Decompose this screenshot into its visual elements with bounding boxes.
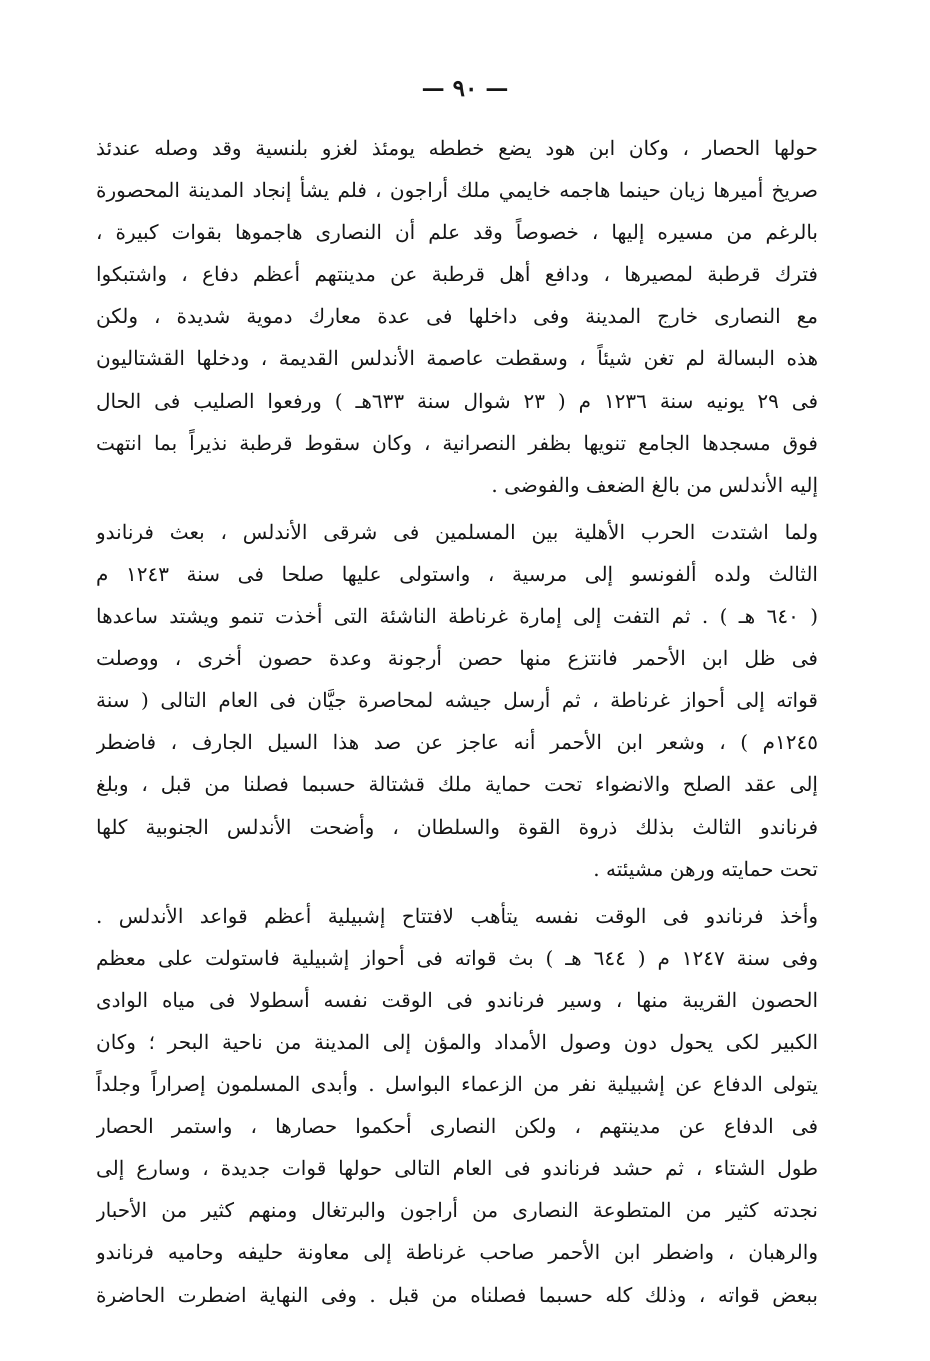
paragraph-1 bbox=[96, 127, 818, 506]
text-line: إليه الأندلس من بالغ الضعف والفوضى . bbox=[491, 472, 818, 497]
text-line: ( ٦٤٠ هـ ) . ثم التفت إلى إمارة غرناطة الناشئة التى أخذت تنمو ويشتد ساعدها bbox=[96, 604, 818, 629]
text-line: حولها الحصار ، وكان ابن هود يضع خططه يومئذ لغزو بلنسية وقد وصله عندئذ bbox=[96, 136, 818, 160]
text-line: ١٢٤٥م ) ، وشعر ابن الأحمر أنه عاجز عن صد هذا السيل الجارف ، فاضطر bbox=[96, 730, 818, 755]
text-line: فترك قرطبة لمصيرها ، ودافع أهل قرطبة عن مدينتهم أعظم دفاع ، واشتبكوا bbox=[96, 262, 818, 287]
text-line: الثالث ولده ألفونسو إلى مرسية ، واستولى عليها صلحا فى سنة ١٢٤٣ م bbox=[96, 561, 818, 586]
text-line: قواته إلى أحواز غرناطة ، ثم أرسل جيشه لمحاصرة جيَّان فى العام التالى ( سنة bbox=[96, 688, 818, 713]
text-line: نجدته كثير من المتطوعة النصارى من أراجون والبرتغال ومنهم كثير من الأحبار bbox=[96, 1198, 818, 1223]
text-line: الكبير لكى يحول دون وصول الأمداد والمؤن إلى المدينة من ناحية البحر ؛ وكان bbox=[96, 1029, 818, 1054]
page-number: — ٩٠ — bbox=[421, 75, 509, 102]
text-line: فرناندو الثالث بذلك ذروة القوة والسلطان ، وأضحت الأندلس الجنوبية كلها bbox=[96, 814, 818, 839]
text-line: يتولى الدفاع عن إشبيلية نفر من الزعماء البواسل . وأبدى المسلمون إصراراً وجلداً bbox=[96, 1072, 818, 1097]
text-line: والرهبان ، واضطر ابن الأحمر صاحب غرناطة إلى معاونة حليفه وحاميه فرناندو bbox=[96, 1240, 818, 1265]
text-line: الحصون القريبة منها ، وسير فرناندو فى الوقت نفسه أسطولا فى مياه الوادى bbox=[96, 987, 818, 1012]
text-line: مع النصارى خارج المدينة وفى داخلها فى عدة معارك دموية شديدة ، ولكن bbox=[96, 304, 818, 329]
text-line: إلى عقد الصلح والانضواء تحت حماية ملك قشتالة حسبما فصلنا من قبل ، وبلغ bbox=[96, 772, 818, 797]
text-line: فوق مسجدها الجامع تنويها بظفر النصرانية ، وكان سقوط قرطبة نذيراً بما انتهت bbox=[96, 430, 818, 455]
text-line: ببعض قواته ، وذلك كله حسبما فصلناه من قبل . وفى النهاية اضطرت الحاضرة bbox=[96, 1282, 818, 1307]
text-line: ولما اشتدت الحرب الأهلية بين المسلمين فى شرقى الأندلس ، بعث فرناندو bbox=[96, 519, 818, 544]
text-line: فى الدفاع عن مدينتهم ، ولكن النصارى أحكموا حصارها ، واستمر الحصار bbox=[96, 1114, 818, 1139]
text-line: بالرغم من مسيره إليها ، خصوصاً وقد علم أن النصارى هاجموها بقوات كبيرة ، bbox=[96, 220, 818, 245]
paragraph-3 bbox=[96, 895, 818, 1316]
text-line: تحت حمايته ورهن مشيئته . bbox=[593, 856, 818, 881]
text-line: صريخ أميرها زيان حينما هاجمه خايمي ملك أراجون ، فلم يشأ إنجاد المدينة المحصورة bbox=[96, 178, 818, 203]
text-line: هذه البسالة لم تغن شيئاً ، وسقطت عاصمة الأندلس القديمة ، ودخلها القشتاليون bbox=[96, 346, 818, 371]
body-text bbox=[96, 127, 818, 1316]
paragraph-2 bbox=[96, 511, 818, 890]
text-line: فى ظل ابن الأحمر فانتزع منها حصن أرجونة وعدة حصون أخرى ، ووصلت bbox=[96, 646, 818, 671]
text-line: فى ٢٩ يونيه سنة ١٢٣٦ م ( ٢٣ شوال سنة ٦٣٣هـ ) ورفعوا الصليب فى الحال bbox=[96, 388, 818, 413]
text-line: وأخذ فرناندو فى الوقت نفسه يتأهب لافتتاح إشبيلية أعظم قواعد الأندلس . bbox=[96, 903, 818, 928]
text-line: طول الشتاء ، ثم حشد فرناندو فى العام التالى حولها قوات جديدة ، وسارع إلى bbox=[96, 1156, 818, 1181]
text-line: وفى سنة ١٢٤٧ م ( ٦٤٤ هـ ) بث قواته فى أحواز إشبيلية فاستولت على معظم bbox=[96, 945, 818, 970]
